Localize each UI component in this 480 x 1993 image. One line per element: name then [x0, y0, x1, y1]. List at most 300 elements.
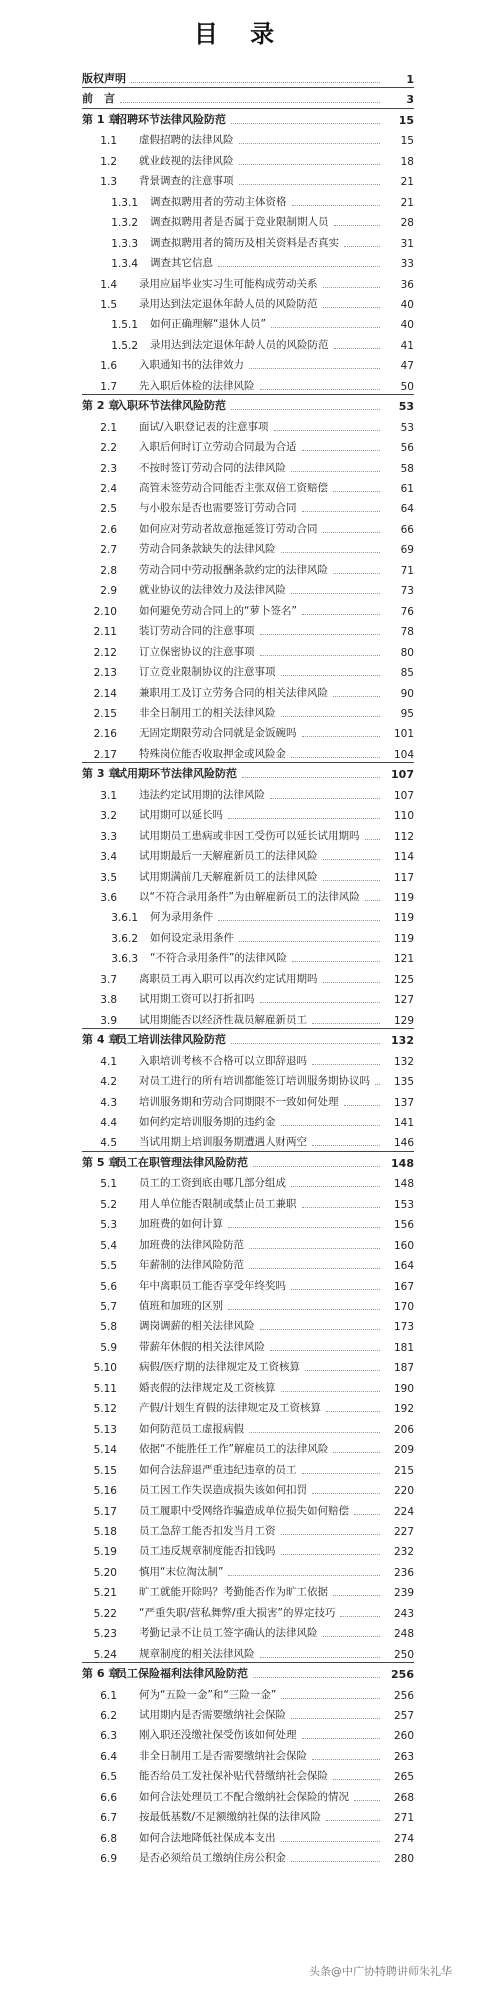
entry-number: 3.2 [100, 810, 117, 823]
toc-entry[interactable] [0, 702, 480, 720]
dot-leader [281, 1125, 381, 1126]
entry-title: 版权声明 [82, 72, 126, 85]
entry-title: 录用应届毕业实习生可能构成劳动关系 [139, 277, 318, 290]
entry-number: 1.7 [100, 380, 117, 393]
entry-page-number: 148 [393, 1178, 414, 1191]
dot-leader [302, 614, 380, 615]
dot-leader [253, 1166, 380, 1167]
toc-entry[interactable] [0, 906, 480, 924]
entry-title: 是否必须给员工缴纳住房公积金 [139, 1852, 286, 1865]
dot-leader [228, 1575, 380, 1576]
dot-leader [291, 757, 380, 758]
dot-leader [365, 839, 381, 840]
dot-leader [344, 246, 380, 247]
toc-entry[interactable] [0, 497, 480, 515]
entry-title: 试用期最后一天解雇新员工的法律风险 [139, 850, 318, 863]
entry-title: 背景调查的注意事项 [139, 175, 234, 188]
toc-entry[interactable] [0, 845, 480, 863]
entry-number: 5.14 [93, 1444, 117, 1457]
toc-entry[interactable] [0, 1254, 480, 1272]
entry-title: 规章制度的相关法律风险 [139, 1647, 255, 1660]
entry-page-number: 257 [393, 1710, 414, 1722]
toc-entry[interactable] [0, 1213, 480, 1231]
dot-leader [323, 1636, 381, 1637]
toc-entry[interactable] [0, 559, 480, 577]
entry-page-number: 56 [400, 442, 414, 455]
toc-entry[interactable] [0, 1847, 480, 1865]
toc-entry[interactable] [0, 1336, 480, 1354]
entry-title: 调查拟聘用者的劳动主体资格 [150, 195, 287, 208]
toc-entry[interactable] [0, 600, 480, 618]
toc-entry[interactable] [0, 1765, 480, 1783]
entry-number: 4.2 [100, 1076, 117, 1089]
entry-number: 5.20 [93, 1566, 117, 1579]
entry-page-number: 114 [393, 851, 414, 864]
dot-leader [228, 1227, 380, 1228]
entry-title: 兼职用工及订立劳务合同的相关法律风险 [139, 686, 328, 699]
entry-page-number: 15 [398, 113, 414, 127]
toc-entry[interactable] [0, 170, 480, 188]
entry-page-number: 125 [393, 973, 414, 986]
dot-leader [302, 736, 381, 737]
toc-entry[interactable] [0, 1377, 480, 1395]
entry-title: 员工的工资到底由哪几部分组成 [139, 1177, 286, 1190]
dot-leader [292, 961, 380, 962]
toc-entry[interactable] [0, 293, 480, 311]
dot-leader [291, 1718, 380, 1719]
entry-page-number: 220 [393, 1485, 414, 1498]
toc-entry[interactable] [0, 68, 480, 86]
toc-entry[interactable] [0, 334, 480, 352]
entry-page-number: 69 [400, 544, 414, 557]
entry-page-number: 53 [400, 421, 414, 434]
toc-chapter-entry[interactable] [0, 763, 480, 781]
toc-entry[interactable] [0, 927, 480, 945]
entry-number: 1.2 [100, 155, 117, 168]
dot-leader [281, 1841, 381, 1842]
toc-entry[interactable] [0, 968, 480, 986]
entry-title: 非全日制用工是否需要缴纳社会保险 [139, 1749, 307, 1762]
entry-page-number: 117 [393, 871, 414, 884]
toc-entry[interactable] [0, 457, 480, 475]
dot-leader [281, 675, 381, 676]
entry-title: 装订劳动合同的注意事项 [139, 625, 255, 638]
entry-title: 员工保险福利法律风险防范 [116, 1667, 248, 1681]
entry-title: 以“不符合录用条件”为由解雇新员工的法律风险 [139, 891, 360, 903]
toc-entry[interactable] [0, 1622, 480, 1640]
dot-leader [302, 1473, 381, 1474]
dot-leader [239, 184, 381, 185]
entry-title: 考勤记录不让员工签字确认的法律风险 [139, 1627, 318, 1640]
toc-entry[interactable] [0, 620, 480, 638]
toc-entry[interactable] [0, 1091, 480, 1109]
entry-number: 1.3.3 [111, 237, 138, 250]
toc-entry[interactable] [0, 1459, 480, 1477]
toc-entry[interactable] [0, 1602, 480, 1620]
toc-entry[interactable] [0, 1479, 480, 1497]
dot-leader [312, 1759, 380, 1760]
entry-number: 5.3 [100, 1219, 117, 1232]
entry-title: 就业歧视的法律风险 [139, 154, 234, 167]
toc-entry[interactable] [0, 1745, 480, 1763]
toc-entry[interactable] [0, 232, 480, 250]
entry-page-number: 256 [393, 1689, 414, 1702]
toc-entry[interactable] [0, 722, 480, 740]
toc-entry[interactable] [0, 1111, 480, 1129]
dot-leader [249, 368, 380, 369]
toc-entry[interactable] [0, 988, 480, 1006]
dot-leader [260, 655, 381, 656]
toc-entry[interactable] [0, 1295, 480, 1313]
entry-number: 5.4 [100, 1239, 117, 1252]
entry-number: 2.5 [100, 503, 117, 516]
entry-title: 特殊岗位能否收取押金或风险金 [139, 747, 286, 760]
dot-leader [231, 409, 380, 410]
entry-title: 培训服务期和劳动合同期限不一致如何处理 [139, 1095, 339, 1108]
dot-leader [270, 798, 380, 799]
entry-number: 4.1 [100, 1055, 117, 1068]
toc-entry[interactable] [0, 129, 480, 147]
entry-page-number: 80 [400, 646, 414, 659]
entry-number: 1.3.1 [111, 196, 138, 209]
dot-leader [312, 1023, 380, 1024]
entry-title: 试用期满前几天解雇新员工的法律风险 [139, 870, 318, 883]
entry-number: 4.4 [100, 1116, 117, 1129]
entry-number: 5.13 [93, 1423, 117, 1436]
toc-entry[interactable] [0, 211, 480, 229]
toc-entry[interactable] [0, 579, 480, 597]
dot-leader [340, 1616, 380, 1617]
entry-page-number: 132 [393, 1055, 414, 1068]
dot-leader [270, 1350, 380, 1351]
entry-number: 5.10 [93, 1362, 117, 1375]
toc-entry[interactable] [0, 150, 480, 168]
dot-leader [281, 552, 381, 553]
entry-title: “不符合录用条件”的法律风险 [150, 952, 287, 965]
toc-entry[interactable] [0, 1704, 480, 1722]
toc-entry[interactable] [0, 1009, 480, 1027]
entry-page-number: 181 [393, 1341, 414, 1354]
toc-entry[interactable] [0, 866, 480, 884]
toc-chapter-entry[interactable] [0, 109, 480, 127]
entry-number: 2.11 [93, 626, 117, 639]
entry-page-number: 58 [400, 462, 414, 475]
entry-page-number: 135 [393, 1076, 414, 1089]
entry-page-number: 104 [393, 748, 414, 761]
entry-number: 2.12 [93, 646, 117, 659]
entry-title: 对员工进行的所有培训都能签订培训服务期协议吗 [139, 1075, 370, 1088]
entry-number: 3.4 [100, 851, 117, 864]
toc-entry[interactable] [0, 191, 480, 209]
dot-leader [291, 1186, 380, 1187]
toc-chapter-entry[interactable] [0, 1663, 480, 1681]
toc-entry[interactable] [0, 538, 480, 556]
entry-title: 前 言 [82, 92, 115, 106]
entry-number: 5.17 [93, 1505, 117, 1518]
toc-entry[interactable] [0, 1500, 480, 1518]
entry-page-number: 85 [400, 667, 414, 680]
entry-title: 依据“不能胜任工作”解雇员工的法律风险 [139, 1443, 329, 1456]
entry-page-number: 187 [393, 1362, 414, 1375]
toc-entry[interactable] [0, 661, 480, 679]
dot-leader [228, 1309, 380, 1310]
toc-entry[interactable] [0, 1827, 480, 1845]
entry-number: 1.3.4 [111, 258, 138, 271]
toc-entry[interactable] [0, 1275, 480, 1293]
dot-leader [218, 920, 380, 921]
entry-page-number: 265 [393, 1771, 414, 1784]
entry-page-number: 119 [393, 892, 414, 904]
dot-leader [334, 225, 381, 226]
entry-title: 加班费的如何计算 [139, 1218, 223, 1231]
entry-number: 2.8 [100, 564, 117, 577]
dot-leader [120, 102, 380, 103]
entry-page-number: 101 [393, 728, 414, 741]
entry-number: 5.18 [93, 1525, 117, 1538]
entry-page-number: 15 [400, 135, 414, 148]
toc-entry[interactable] [0, 1193, 480, 1211]
entry-title: 试用期工资可以打折扣吗 [139, 993, 255, 1006]
entry-page-number: 239 [393, 1587, 414, 1600]
dot-leader [323, 307, 381, 308]
toc-entry[interactable] [0, 416, 480, 434]
dot-leader [302, 450, 381, 451]
entry-page-number: 256 [391, 1668, 414, 1682]
entry-page-number: 47 [400, 360, 414, 373]
toc-entry[interactable] [0, 1561, 480, 1579]
toc-entry[interactable] [0, 1438, 480, 1456]
dot-leader [333, 696, 380, 697]
entry-number: 3.6.1 [111, 912, 138, 925]
dot-leader [249, 1432, 380, 1433]
entry-title: 录用达到法定退休年龄人员的风险防范 [139, 297, 318, 310]
entry-page-number: 107 [393, 789, 414, 802]
entry-number: 2.13 [93, 667, 117, 680]
dot-leader [323, 880, 381, 881]
entry-page-number: 40 [400, 319, 414, 332]
toc-entry[interactable] [0, 1070, 480, 1088]
entry-page-number: 71 [400, 564, 414, 577]
dot-leader [218, 266, 380, 267]
entry-page-number: 280 [393, 1853, 414, 1866]
entry-title: 加班费的法律风险防范 [139, 1238, 244, 1251]
entry-page-number: 236 [393, 1566, 414, 1579]
entry-title: 与小股东是否也需要签订劳动合同 [139, 502, 297, 515]
entry-number: 4.3 [100, 1096, 117, 1109]
toc-entry[interactable] [0, 682, 480, 700]
toc-entry[interactable] [0, 1315, 480, 1333]
entry-number: 6.3 [100, 1730, 117, 1743]
toc-entry[interactable] [0, 313, 480, 331]
entry-number: 1.4 [100, 278, 117, 291]
entry-page-number: 232 [393, 1546, 414, 1559]
entry-title: 如何合法辞退严重违纪违章的员工 [139, 1463, 297, 1476]
entry-page-number: 21 [400, 196, 414, 209]
entry-title: 如何应对劳动者故意拖延签订劳动合同 [139, 522, 318, 535]
dot-leader [312, 1064, 380, 1065]
entry-number: 1.5 [100, 298, 117, 311]
entry-number: 2.17 [93, 748, 117, 761]
dot-leader [354, 1514, 380, 1515]
toc-chapter-entry[interactable] [0, 1152, 480, 1170]
entry-title: 员工急辞工能否扣发当月工资 [139, 1524, 276, 1537]
entry-number: 第 6 章 [82, 1667, 120, 1681]
toc-entry[interactable] [0, 1131, 480, 1149]
toc-entry[interactable] [0, 886, 480, 904]
entry-number: 5.21 [93, 1587, 117, 1600]
entry-title: 调岗调薪的相关法律风险 [139, 1320, 255, 1333]
entry-number: 2.9 [100, 585, 117, 598]
entry-number: 2.15 [93, 707, 117, 720]
toc-entry[interactable] [0, 1418, 480, 1436]
dot-leader [333, 1452, 380, 1453]
entry-title: 试用期内是否需要缴纳社会保险 [139, 1709, 286, 1721]
dot-leader [249, 1268, 380, 1269]
entry-title: 能否给员工发社保补贴代替缴纳社会保险 [139, 1770, 328, 1783]
entry-page-number: 250 [393, 1648, 414, 1661]
dot-leader [249, 1248, 380, 1249]
entry-number: 1.5.2 [111, 339, 138, 352]
entry-title: 订立保密协议的注意事项 [139, 645, 255, 658]
dot-leader [291, 593, 380, 594]
entry-number: 5.6 [100, 1280, 117, 1293]
entry-title: 如何正确理解“退休人员” [150, 318, 266, 331]
entry-number: 2.14 [93, 687, 117, 700]
entry-title: 订立竞业限制协议的注意事项 [139, 666, 276, 679]
entry-page-number: 129 [393, 1014, 414, 1027]
entry-page-number: 173 [393, 1321, 414, 1334]
entry-number: 6.4 [100, 1750, 117, 1763]
entry-page-number: 167 [393, 1280, 414, 1293]
dot-leader [302, 1738, 381, 1739]
entry-title: 违法约定试用期的法律风险 [139, 788, 265, 801]
toc-entry[interactable] [0, 804, 480, 822]
toc-chapter-entry[interactable] [0, 395, 480, 413]
entry-number: 第 3 章 [82, 767, 120, 781]
entry-number: 5.8 [100, 1321, 117, 1334]
dot-leader [365, 900, 380, 901]
toc-entry[interactable] [0, 1806, 480, 1824]
toc-entry[interactable] [0, 518, 480, 536]
toc-entry[interactable] [0, 436, 480, 454]
entry-page-number: 78 [400, 626, 414, 639]
entry-number: 3.9 [100, 1014, 117, 1027]
toc-entry[interactable] [0, 825, 480, 843]
toc-entry[interactable] [0, 1786, 480, 1804]
entry-number: 2.7 [100, 544, 117, 557]
toc-entry[interactable] [0, 1684, 480, 1702]
entry-number: 5.16 [93, 1485, 117, 1498]
entry-number: 3.5 [100, 871, 117, 884]
page-title: 目 录 [193, 20, 287, 48]
entry-page-number: 215 [393, 1464, 414, 1477]
toc-entry[interactable] [0, 1397, 480, 1415]
toc-entry[interactable] [0, 1724, 480, 1742]
entry-number: 5.9 [100, 1341, 117, 1354]
entry-title: 就业协议的法律效力及法律风险 [139, 584, 286, 597]
dot-leader [312, 1145, 380, 1146]
toc-entry[interactable] [0, 354, 480, 372]
dot-leader [231, 1043, 380, 1044]
entry-page-number: 112 [393, 830, 414, 843]
toc-entry[interactable] [0, 273, 480, 291]
entry-page-number: 271 [393, 1812, 414, 1825]
entry-title: 当试用期上培训服务期遭遇人财两空 [139, 1136, 307, 1149]
dot-leader [281, 716, 381, 717]
entry-page-number: 90 [400, 687, 414, 700]
entry-page-number: 36 [400, 278, 414, 291]
entry-title: 如何约定培训服务期的违约金 [139, 1115, 276, 1128]
dot-leader [281, 1698, 380, 1699]
toc-entry[interactable] [0, 1050, 480, 1068]
entry-title: 年中离职员工能否享受年终奖吗 [139, 1279, 286, 1292]
toc-entry[interactable] [0, 784, 480, 802]
entry-page-number: 76 [400, 605, 414, 618]
entry-number: 1.3.2 [111, 217, 138, 230]
entry-title: 如何合法处理员工不配合缴纳社会保险的情况 [139, 1790, 349, 1803]
dot-leader [239, 941, 380, 942]
toc-entry[interactable] [0, 1234, 480, 1252]
entry-title: 入职培训考核不合格可以立即辞退吗 [139, 1054, 307, 1067]
entry-page-number: 41 [400, 339, 414, 352]
entry-page-number: 190 [393, 1382, 414, 1395]
dot-leader [260, 1002, 381, 1003]
dot-leader [323, 532, 381, 533]
dot-leader [323, 859, 381, 860]
entry-page-number: 243 [393, 1607, 414, 1620]
toc-entry[interactable] [0, 375, 480, 393]
entry-title: 年薪制的法律风险防范 [139, 1259, 244, 1272]
entry-page-number: 146 [393, 1137, 414, 1150]
dot-leader [344, 1105, 381, 1106]
entry-number: 6.5 [100, 1771, 117, 1784]
entry-page-number: 260 [393, 1730, 414, 1743]
toc-entry[interactable] [0, 641, 480, 659]
toc-entry[interactable] [0, 1520, 480, 1538]
toc-entry[interactable] [0, 743, 480, 761]
toc-entry[interactable] [0, 1540, 480, 1558]
toc-entry[interactable] [0, 88, 480, 106]
toc-entry[interactable] [0, 1643, 480, 1661]
entry-title: 先入职后体检的法律风险 [139, 379, 255, 392]
toc-entry[interactable] [0, 1356, 480, 1374]
toc-entry[interactable] [0, 252, 480, 270]
toc-entry[interactable] [0, 477, 480, 495]
dot-leader [131, 82, 380, 83]
entry-number: 5.12 [93, 1403, 117, 1416]
entry-title: 入职通知书的法律效力 [139, 359, 244, 372]
entry-title: 调查其它信息 [150, 257, 213, 270]
entry-number: 1.6 [100, 360, 117, 373]
toc-entry[interactable] [0, 1581, 480, 1599]
entry-number: 3.8 [100, 994, 117, 1007]
toc-entry[interactable] [0, 1172, 480, 1190]
entry-page-number: 95 [400, 707, 414, 720]
entry-title: 如何设定录用条件 [150, 931, 234, 944]
entry-title: 员工违反规章制度能否扣钱吗 [139, 1545, 276, 1558]
toc-chapter-entry[interactable] [0, 1029, 480, 1047]
toc-entry[interactable] [0, 947, 480, 965]
entry-title: 员工履职中受网络诈骗造成单位损失如何赔偿 [139, 1504, 349, 1517]
dot-leader [375, 1084, 380, 1085]
entry-title: 试用期环节法律风险防范 [116, 767, 237, 781]
entry-page-number: 132 [391, 1034, 414, 1048]
entry-number: 6.9 [100, 1853, 117, 1866]
entry-page-number: 40 [400, 298, 414, 311]
entry-page-number: 274 [393, 1832, 414, 1845]
entry-page-number: 224 [393, 1505, 414, 1518]
entry-title: 无固定期限劳动合同就是金饭碗吗 [139, 727, 297, 740]
